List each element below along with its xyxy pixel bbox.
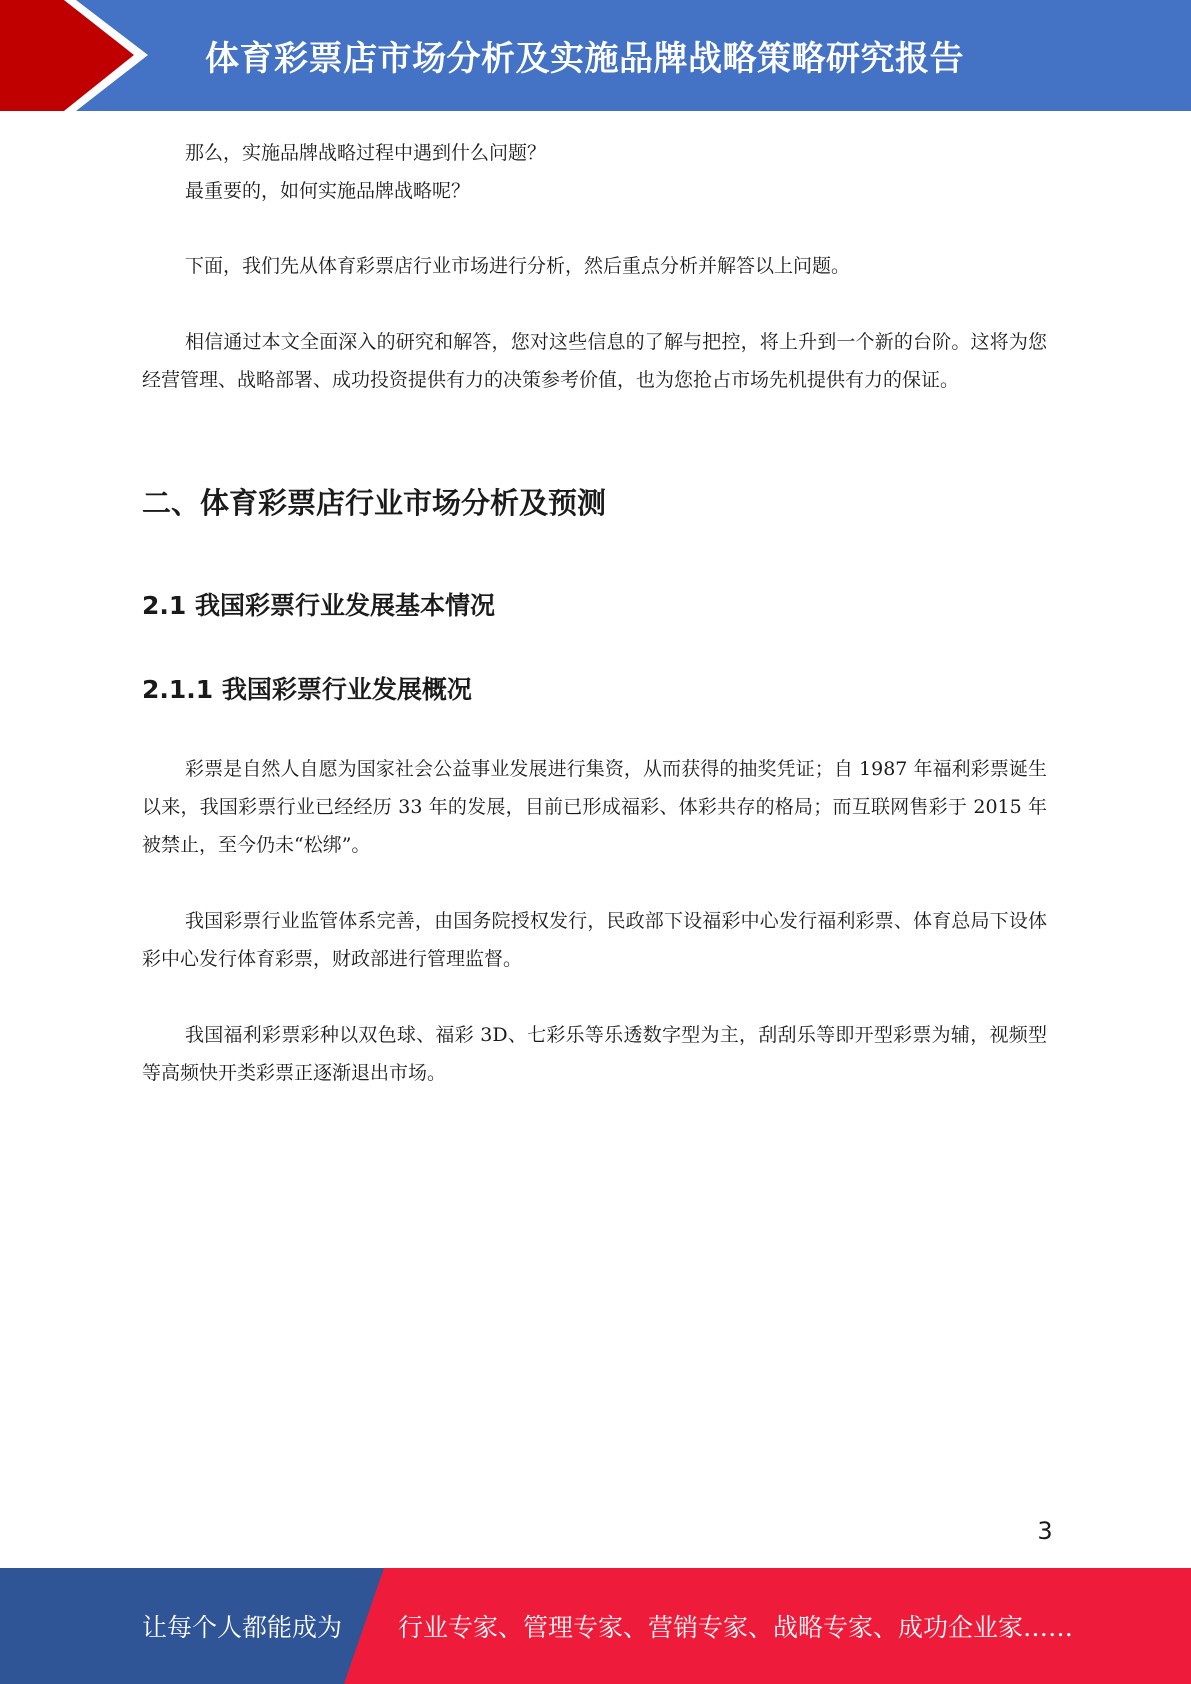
body-paragraph-lottery-overview: 彩票是自然人自愿为国家社会公益事业发展进行集资，从而获得的抽奖凭证；自 1987 年福利彩票诞生以来，我国彩票行业已经经历 33 年的发展，目前已形成福彩、体彩共存的格局；而互联网售彩于 2015 年被禁止，至今仍未“松绑”。 (142, 758, 1047, 856)
intro-question-1: 那么，实施品牌战略过程中遇到什么问题？ (185, 142, 547, 164)
page-number: 3 (1037, 1517, 1053, 1545)
footer-banner (0, 1568, 1191, 1684)
body-paragraph-lottery-types: 我国福利彩票彩种以双色球、福彩 3D、七彩乐等乐透数字型为主，刮刮乐等即开型彩票为辅，视频型等高频快开类彩票正逐渐退出市场。 (142, 1024, 1047, 1084)
footer-slogan-right: 行业专家、管理专家、营销专家、战略专家、成功企业家…… (398, 1613, 1074, 1642)
section-heading: 二、体育彩票店行业市场分析及预测 (142, 486, 607, 520)
intro-question-2: 最重要的，如何实施品牌战略呢？ (185, 180, 471, 202)
subsubsection-heading: 2.1.1 我国彩票行业发展概况 (142, 675, 472, 704)
header-banner (0, 0, 1191, 111)
document-title: 体育彩票店市场分析及实施品牌战略策略研究报告 (205, 39, 964, 79)
intro-paragraph: 下面，我们先从体育彩票店行业市场进行分析，然后重点分析并解答以上问题。 (185, 255, 851, 277)
subsection-heading: 2.1 我国彩票行业发展基本情况 (142, 591, 495, 620)
body-paragraph-regulation: 我国彩票行业监管体系完善，由国务院授权发行，民政部下设福彩中心发行福利彩票、体育总局下设体彩中心发行体育彩票，财政部进行管理监督。 (142, 910, 1047, 970)
header-arrow-decoration (0, 0, 160, 111)
footer-slogan-left: 让每个人都能成为 (142, 1613, 343, 1642)
intro-conclusion-paragraph: 相信通过本文全面深入的研究和解答，您对这些信息的了解与把控，将上升到一个新的台阶。这将为您经营管理、战略部署、成功投资提供有力的决策参考价值，也为您抢占市场先机提供有力的保证。 (142, 331, 1047, 391)
